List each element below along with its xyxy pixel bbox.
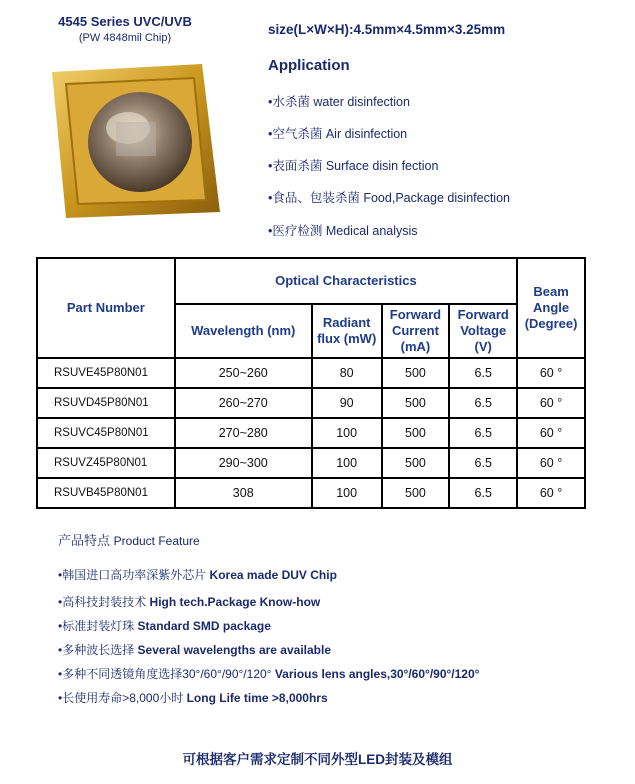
feature-en: Several wavelengths are available xyxy=(137,643,331,657)
part-number-cell: RSUVE45P80N01 xyxy=(37,358,175,388)
feature-item xyxy=(58,665,479,682)
radiant-flux-cell: 100 xyxy=(312,478,382,508)
optical-header: Optical Characteristics xyxy=(175,258,517,304)
spec-table xyxy=(36,257,586,509)
beam-angle-cell: 60 ° xyxy=(517,418,585,448)
size-spec: size(L×W×H):4.5mm×4.5mm×3.25mm xyxy=(268,22,506,37)
feature-en: Long Life time >8,000hrs xyxy=(186,691,328,705)
beam-angle-cell: 60 ° xyxy=(517,478,585,508)
table-row xyxy=(37,448,585,478)
part-number-cell: RSUVB45P80N01 xyxy=(37,478,175,508)
feature-cn: •多种不同透镜角度选择30°/60°/90°/120° xyxy=(58,667,272,681)
forward-current-cell: 500 xyxy=(382,418,450,448)
feature-en: Various lens angles,30°/60°/90°/120° xyxy=(274,667,480,681)
feature-en: High tech.Package Know-how xyxy=(149,595,321,609)
forward-voltage-cell: 6.5 xyxy=(449,388,517,418)
features-heading-cn: 产品特点 xyxy=(58,533,111,548)
part-number-cell: RSUVC45P80N01 xyxy=(37,418,175,448)
feature-cn: •标准封装灯珠 xyxy=(58,619,135,633)
application-item: •食品、包装杀菌 Food,Package disinfection xyxy=(268,191,510,205)
forward-current-header: Forward Current (mA) xyxy=(382,304,450,358)
forward-current-cell: 500 xyxy=(382,388,450,418)
feature-en: Standard SMD package xyxy=(137,619,271,633)
forward-voltage-cell: 6.5 xyxy=(449,418,517,448)
wavelength-cell: 270~280 xyxy=(175,418,312,448)
part-number-cell: RSUVZ45P80N01 xyxy=(37,448,175,478)
features-heading-en: Product Feature xyxy=(113,534,200,548)
radiant-flux-cell: 100 xyxy=(312,418,382,448)
beam-angle-header: Beam Angle (Degree) xyxy=(517,258,585,358)
part-number-cell: RSUVD45P80N01 xyxy=(37,388,175,418)
feature-item xyxy=(58,689,328,706)
table-row xyxy=(37,478,585,508)
radiant-flux-cell: 80 xyxy=(312,358,382,388)
footer-note: 可根据客户需求定制不同外型LED封装及模组 xyxy=(182,752,453,767)
features-heading xyxy=(58,530,200,549)
application-heading: Application xyxy=(268,57,350,74)
product-title: 4545 Series UVC/UVB xyxy=(58,14,192,29)
radiant-flux-cell: 90 xyxy=(312,388,382,418)
radiant-flux-header: Radiant flux (mW) xyxy=(312,304,382,358)
forward-current-cell: 500 xyxy=(382,358,450,388)
feature-cn: •长使用寿命>8,000小时 xyxy=(58,691,184,705)
beam-angle-cell: 60 ° xyxy=(517,448,585,478)
feature-cn: •多种波长选择 xyxy=(58,643,135,657)
forward-voltage-header: Forward Voltage (V) xyxy=(449,304,517,358)
forward-voltage-cell: 6.5 xyxy=(449,478,517,508)
feature-cn: •韩国进口高功率深紫外芯片 xyxy=(58,568,207,582)
beam-angle-cell: 60 ° xyxy=(517,388,585,418)
feature-item xyxy=(58,593,320,610)
forward-voltage-cell: 6.5 xyxy=(449,448,517,478)
application-item: •医疗检测 Medical analysis xyxy=(268,224,418,238)
application-item: •空气杀菌 Air disinfection xyxy=(268,127,408,141)
wavelength-cell: 290~300 xyxy=(175,448,312,478)
feature-en: Korea made DUV Chip xyxy=(209,568,337,582)
application-item: •表面杀菌 Surface disin fection xyxy=(268,159,439,173)
forward-current-cell: 500 xyxy=(382,478,450,508)
feature-cn: •高科技封装技术 xyxy=(58,595,147,609)
feature-item xyxy=(58,641,331,658)
wavelength-cell: 260~270 xyxy=(175,388,312,418)
table-row xyxy=(37,418,585,448)
radiant-flux-cell: 100 xyxy=(312,448,382,478)
part-number-header: Part Number xyxy=(37,258,175,358)
wavelength-header: Wavelength (nm) xyxy=(175,304,312,358)
forward-voltage-cell: 6.5 xyxy=(449,358,517,388)
table-row xyxy=(37,358,585,388)
beam-angle-cell: 60 ° xyxy=(517,358,585,388)
application-item: •水杀菌 water disinfection xyxy=(268,95,410,109)
product-subtitle: (PW 4848mil Chip) xyxy=(78,32,172,44)
led-chip-image xyxy=(44,62,222,220)
wavelength-cell: 308 xyxy=(175,478,312,508)
feature-item xyxy=(58,566,337,583)
table-row xyxy=(37,388,585,418)
forward-current-cell: 500 xyxy=(382,448,450,478)
wavelength-cell: 250~260 xyxy=(175,358,312,388)
feature-item xyxy=(58,617,271,634)
